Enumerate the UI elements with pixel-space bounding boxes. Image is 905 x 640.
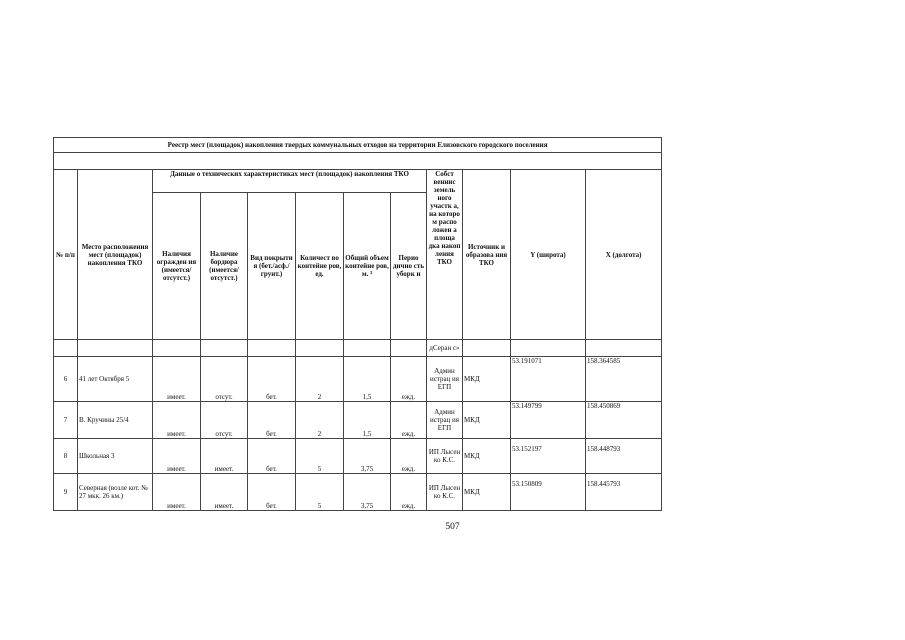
row-volume: 3,75 [344, 474, 391, 511]
row-surface: бет. [248, 357, 296, 402]
row-count: 2 [296, 357, 344, 402]
row-volume: 1,5 [344, 402, 391, 439]
row-lat: 53.150809 [511, 474, 586, 511]
header-curb: Наличие бордюра (имеется/ отсутст.) [201, 193, 248, 340]
header-count: Количест во контейне ров, ед. [296, 193, 344, 340]
row-location: Школьная 3 [78, 439, 153, 474]
row-frequency: ежд. [391, 402, 427, 439]
row-lon: 158.364585 [586, 357, 662, 402]
row-curb: отсут. [201, 402, 248, 439]
row-fence: имеет. [153, 357, 201, 402]
row-curb: имеет. [201, 474, 248, 511]
row-location: 41 лет Октября 5 [78, 357, 153, 402]
table-row [54, 402, 662, 439]
header-surface: Вид покрыти я (бет./асф./ грунт.) [248, 193, 296, 340]
header-frequency: Перио дично сть уборк и [391, 193, 427, 340]
row-num: 9 [54, 474, 78, 511]
row-surface: бет. [248, 402, 296, 439]
row-curb: отсут. [201, 357, 248, 402]
row-source: МКД [463, 439, 511, 474]
row-fence: имеет. [153, 402, 201, 439]
header-lat: Y (широта) [511, 170, 586, 340]
table-row [54, 357, 662, 402]
row-num: 6 [54, 357, 78, 402]
table-row [54, 474, 662, 511]
row-volume: 3,75 [344, 439, 391, 474]
row-frequency: ежд. [391, 474, 427, 511]
owner-continuation: дСеран с» [427, 340, 463, 357]
row-surface: бет. [248, 439, 296, 474]
table-row-continuation [54, 340, 662, 357]
row-count: 5 [296, 439, 344, 474]
header-location: Место расположения мест (площадок) накопления ТКО [78, 170, 153, 340]
row-location: В. Кручины 25/4 [78, 402, 153, 439]
header-fence: Наличия огражден ия (имеется/ отсутст.) [153, 193, 201, 340]
row-source: МКД [463, 357, 511, 402]
row-lat: 53.152197 [511, 439, 586, 474]
row-owner: ИП Лысен ко К.С. [427, 439, 463, 474]
row-count: 2 [296, 402, 344, 439]
row-source: МКД [463, 474, 511, 511]
header-source: Источник и образова ния ТКО [463, 170, 511, 340]
row-frequency: ежд. [391, 439, 427, 474]
header-owner: Собст веннис земель ного участк а, на которо м распо ложен а площа дка накоп ления ТКО [427, 170, 463, 340]
table-title: Реестр мест (площадок) накопления твердых коммунальных отходов на территории Елизовского городского поселения [54, 138, 662, 153]
row-frequency: ежд. [391, 357, 427, 402]
header-lon: X (долгота) [586, 170, 662, 340]
row-curb: имеет. [201, 439, 248, 474]
header-tech-group: Данные о технических характеристиках мест (площадок) накопления ТКО [153, 170, 427, 193]
registry-table [53, 137, 662, 511]
row-lon: 158.448793 [586, 439, 662, 474]
row-fence: имеет. [153, 439, 201, 474]
row-fence: имеет. [153, 474, 201, 511]
row-count: 5 [296, 474, 344, 511]
blank-row [54, 153, 662, 170]
row-source: МКД [463, 402, 511, 439]
header-num: № п/п [54, 170, 78, 340]
row-lon: 158.450869 [586, 402, 662, 439]
row-num: 7 [54, 402, 78, 439]
row-lon: 158.445793 [586, 474, 662, 511]
row-volume: 1,5 [344, 357, 391, 402]
row-lat: 53.149799 [511, 402, 586, 439]
row-num: 8 [54, 439, 78, 474]
page-number: 507 [445, 522, 460, 532]
row-surface: бет. [248, 474, 296, 511]
row-owner: Админ истрац ия ЕГП [427, 402, 463, 439]
table-row [54, 439, 662, 474]
header-volume: Общий объем контейне ров, м. ³ [344, 193, 391, 340]
row-lat: 53.191071 [511, 357, 586, 402]
row-owner: ИП Лысен ко К.С. [427, 474, 463, 511]
row-owner: Админ истрац ия ЕГП [427, 357, 463, 402]
row-location: Северная (возле кот. № 27 мкк. 26 км.) [78, 474, 153, 511]
